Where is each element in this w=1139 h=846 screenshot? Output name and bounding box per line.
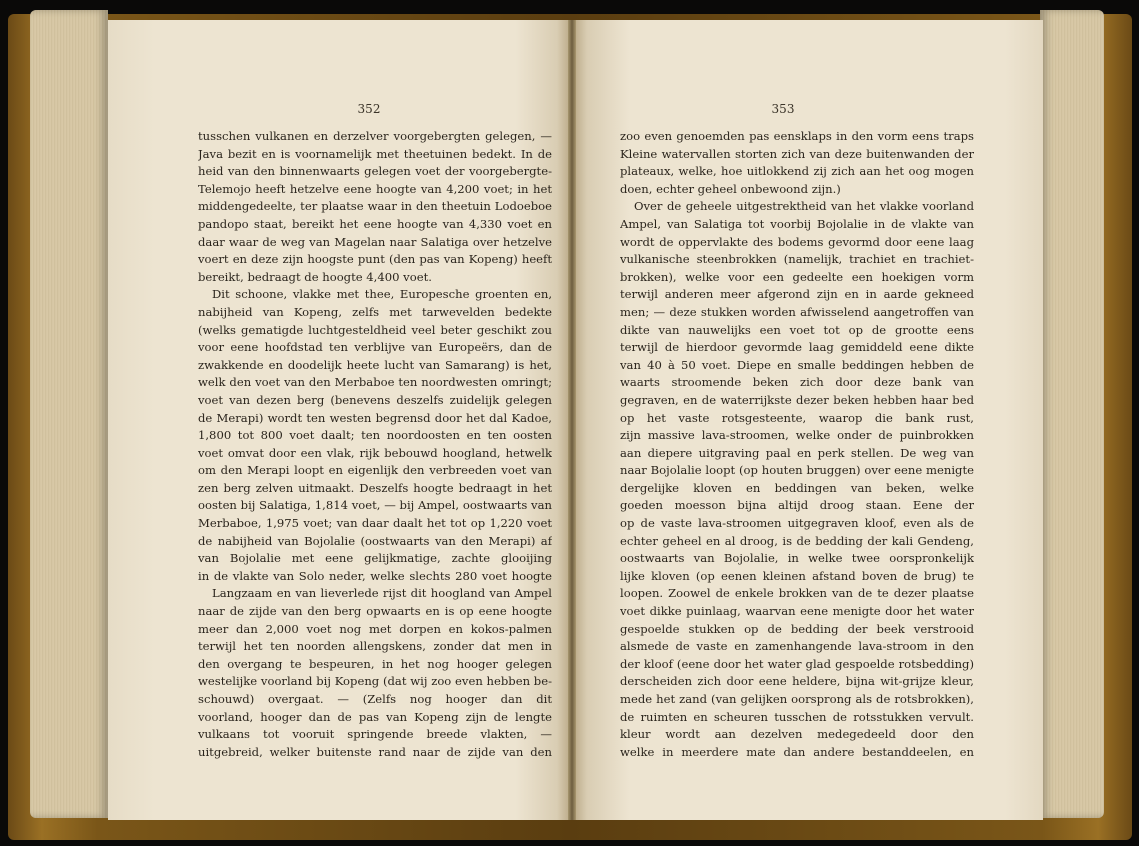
text-line: voert en deze zijn hoogste punt (den pas van Kopeng) heeft [198,252,552,267]
text-line: Kleine watervallen storten zich van deze buitenwanden der [620,146,974,161]
text-line: nabijheid van Kopeng, zelfs met tarwevelden bedekte [198,304,552,319]
text-line: gespoelde stukken op de bedding der beek verstrooid [620,621,974,636]
text-line: op het vaste rotsgesteente, waarop die bank rust, [620,410,974,425]
text-line: in de vlakte van Solo neder, welke slechts 280 voet hoogte [198,568,552,583]
text-line: pandopo staat, bereikt het eene hoogte van 4,330 voet en [198,216,552,231]
text-line: daar waar de weg van Magelan naar Salatiga over hetzelve [198,234,552,249]
text-line: om den Merapi loopt en eigenlijk den verbreeden voet van [198,463,552,478]
right-page-edges [1040,10,1104,818]
text-line: van 40 à 50 voet. Diepe en smalle beddingen hebben de [620,357,974,372]
text-line: doen, echter geheel onbewoond zijn.) [620,181,841,196]
text-line: Ampel, van Salatiga tot voorbij Bojolalie in de vlakte van [620,216,974,231]
text-line: voet omvat door een vlak, rijk bebouwd hoogland, hetwelk [198,445,552,460]
text-line: op de vaste lava-stroomen uitgegraven kloof, even als de [620,516,974,531]
text-line: brokken), welke voor een gedeelte een hoekigen vorm [620,269,974,284]
text-line: zen berg zelven uitmaakt. Deszelfs hoogte bedraagt in het [198,480,552,495]
text-line: meer dan 2,000 voet nog met dorpen en kokos-palmen [198,621,552,636]
right-page [573,20,1043,820]
text-line: men; — deze stukken worden afwisselend aangetroffen van [620,304,974,319]
text-line: der kloof (eene door het water glad gespoelde rotsbedding) [620,656,974,671]
left-page [108,20,571,820]
text-line: Dit schoone, vlakke met thee, Europesche groenten en, [212,287,552,302]
text-line: heid van den binnenwaarts gelegen voet der voorgebergte- [198,164,552,179]
text-line: plateaux, welke, hoe uitlokkend zij zich aan het oog mogen [620,164,974,179]
text-line: naar Bojolalie loopt (op houten bruggen) over eene menigte [620,463,974,478]
text-line: loopen. Zoowel de enkele brokken van de te dezer plaatse [620,586,974,601]
text-line: welke in meerdere mate dan andere bestanddeelen, en [620,744,974,759]
text-line: schouwd) overgaat. — (Zelfs nog hooger dan dit [198,692,552,706]
text-line: dikte van nauwelijks een voet tot op de grootte eens [620,322,974,337]
text-line: terwijl anderen meer afgerond zijn en in aarde gekneed [620,287,974,302]
text-line: goeden moesson bijna altijd droog staan. Eene der [620,498,974,513]
text-line: terwijl de hierdoor gevormde laag gemiddeld eene dikte [620,340,974,355]
text-line: aan diepere uitgraving paal en perk stellen. De weg van [620,445,974,460]
book-gutter [568,20,576,820]
text-line: alsmede de vaste en zamenhangende lava-stroom in den [620,639,974,654]
text-line: voet dikke puinlaag, waarvan eene menigte door het water [620,604,974,619]
text-line: tusschen vulkanen en derzelver voorgebergten gelegen, — [198,129,552,143]
text-line: middengedeelte, ter plaatse waar in den theetuin Lodoeboe [198,199,552,214]
text-line: mede het zand (van gelijken oorsprong als de rotsbrokken), [620,692,974,706]
text-line: Java bezit en is voornamelijk met theetuinen bedekt. In de [198,146,552,161]
text-line: wordt de oppervlakte des bodems gevormd door eene laag [620,234,974,249]
text-line: 1,800 tot 800 voet daalt; ten noordoosten en ten oosten [198,428,552,443]
text-line: zoo even genoemden pas eensklaps in den vorm eens traps [620,129,974,143]
text-line: voor eene hoofdstad ten verblijve van Europeërs, dan de [198,340,552,355]
text-line: de nabijheid van Bojolalie (oostwaarts van den Merapi) af [198,533,552,548]
text-line: echter geheel en al droog, is de bedding der kali Gendeng, [620,533,974,548]
text-line: dergelijke kloven en beddingen van beken, welke [620,480,974,495]
text-line: (welks gematigde luchtgesteldheid veel beter geschikt zou [198,322,552,337]
text-line: welk den voet van den Merbaboe ten noordwesten omringt; [198,375,552,390]
text-line: Langzaam en van lieverlede rijst dit hoogland van Ampel [212,586,552,601]
text-line: vulkanische steenbrokken (namelijk, trachiet en trachiet- [620,252,974,267]
right-page-number: 353 [771,102,795,116]
text-line: den overgang te bespeuren, in het nog hooger gelegen [198,656,552,671]
text-line: lijke kloven (op eenen kleinen afstand boven de brug) te [620,568,974,583]
text-line: zijn massive lava-stroomen, welke onder de puinbrokken [620,428,974,443]
left-page-edges [30,10,108,818]
text-line: oostwaarts van Bojolalie, in welke twee oorspronkelijk [620,551,974,566]
text-line: Over de geheele uitgestrektheid van het vlakke voorland [634,199,974,214]
left-page-number: 352 [357,102,381,116]
left-page-body [198,128,552,761]
text-line: gegraven, en de waterrijkste dezer beken hebben haar bed [620,392,974,407]
text-line: de ruimten en scheuren tusschen de rotsstukken vervult. [620,709,974,724]
text-line: vulkaans tot vooruit springende breede vlakten, — [198,727,552,742]
text-line: zwakkende en doodelijk heete lucht van Samarang) is het, [198,357,552,372]
text-line: naar de zijde van den berg opwaarts en is op eene hoogte [198,604,552,619]
text-line: waarts stroomende beken zich door deze bank van [620,375,974,390]
text-line: westelijke voorland bij Kopeng (dat wij zoo even hebben be- [198,674,552,689]
text-line: de Merapi) wordt ten westen begrensd door het dal Kadoe, [198,410,552,425]
text-line: derscheiden zich door eene heldere, bijna wit-grijze kleur, [620,674,974,689]
right-page-body [620,128,974,761]
text-line: van Bojolalie met eene gelijkmatige, zachte glooijing [198,551,552,566]
text-line: uitgebreid, welker buitenste rand naar de zijde van den [198,744,552,759]
text-line: terwijl het ten noorden allengskens, zonder dat men in [198,639,552,654]
text-line: voorland, hooger dan de pas van Kopeng zijn de lengte [198,709,552,724]
text-line: bereikt, bedraagt de hoogte 4,400 voet. [198,269,432,284]
text-line: oosten bij Salatiga, 1,814 voet, — bij Ampel, oostwaarts van [198,498,552,513]
text-line: voet van dezen berg (benevens deszelfs zuidelijk gelegen [198,392,552,407]
text-line: kleur wordt aan dezelven medegedeeld door den [620,727,974,742]
text-line: Merbaboe, 1,975 voet; van daar daalt het tot op 1,220 voet [198,516,552,531]
text-line: Telemojo heeft hetzelve eene hoogte van 4,200 voet; in het [198,181,552,196]
